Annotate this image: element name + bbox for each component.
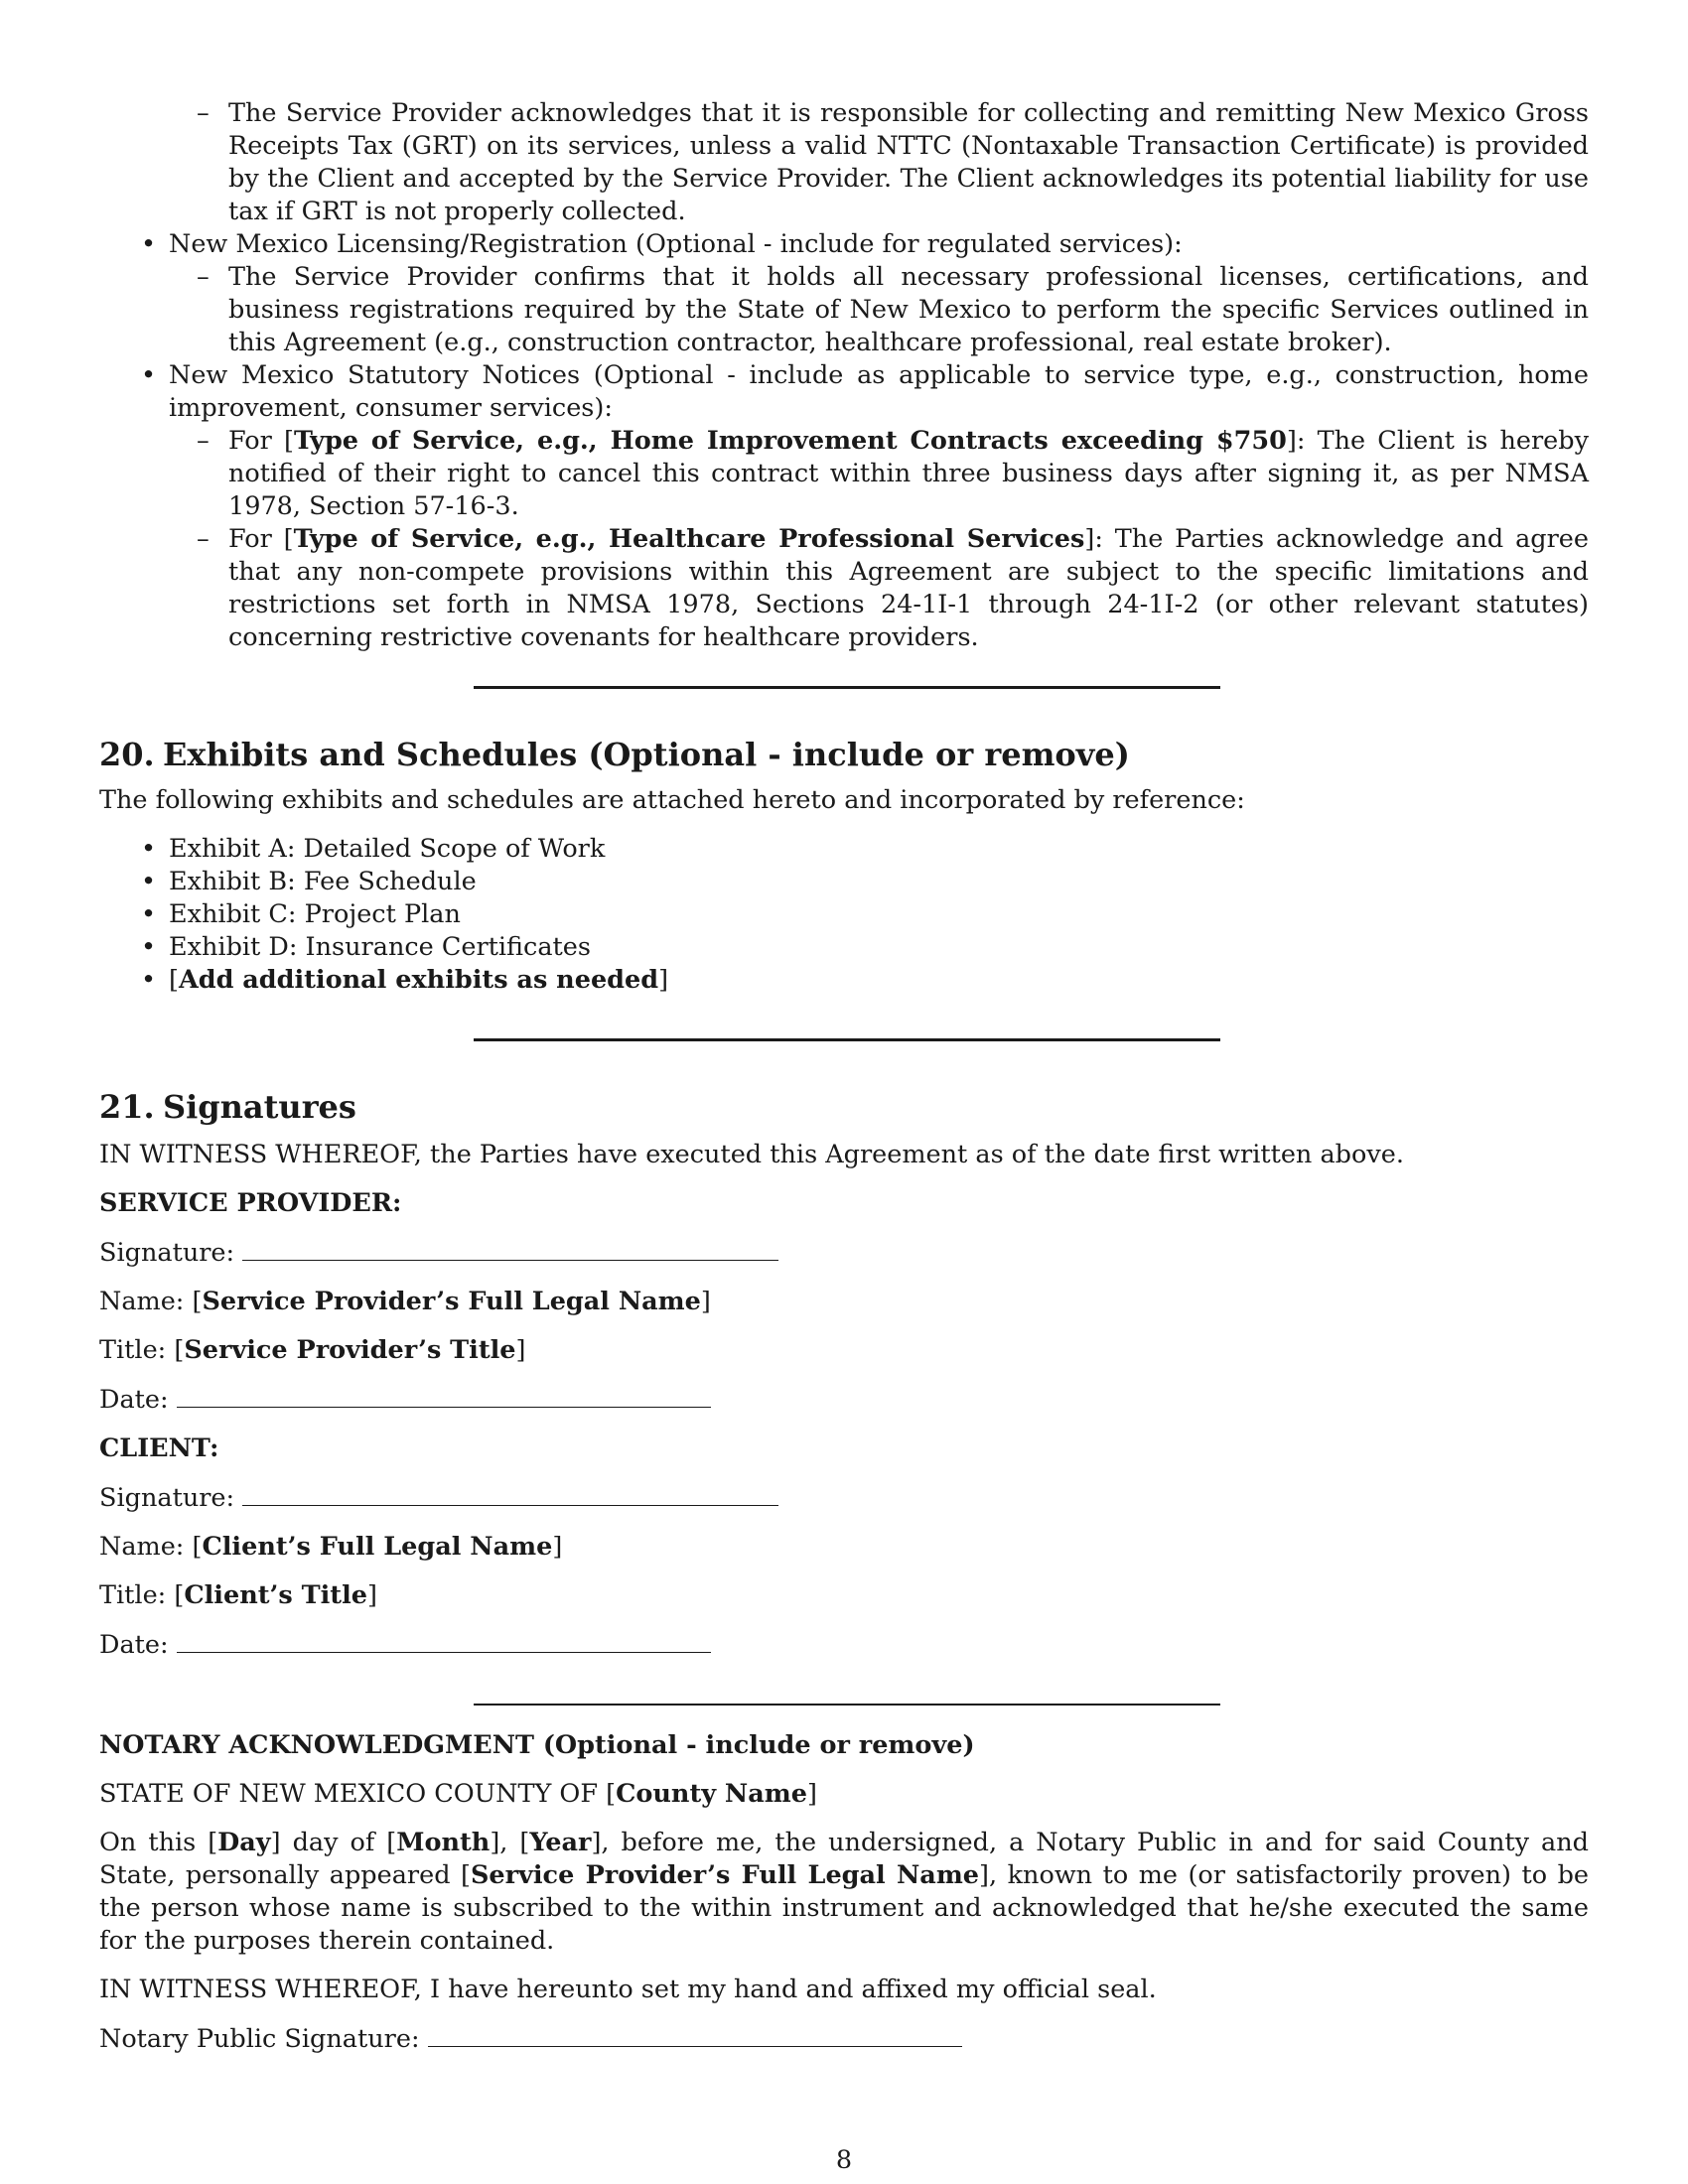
client-name-row: Name: [Client’s Full Legal Name] bbox=[99, 1532, 563, 1562]
exhibit-label-bold: Add additional exhibits as needed bbox=[178, 965, 659, 995]
exhibit-label: Exhibit B: Fee Schedule bbox=[169, 867, 477, 896]
section-divider bbox=[474, 686, 1220, 689]
dash-marker: – bbox=[197, 524, 210, 554]
county-placeholder: County Name bbox=[616, 1779, 807, 1809]
statutory-sub-bullet-1 bbox=[99, 425, 1589, 523]
notary-heading: NOTARY ACKNOWLEDGMENT (Optional - include or remove) bbox=[99, 1730, 975, 1760]
statutory-item-1: For [Type of Service, e.g., Home Improvement Contracts exceeding $750]: The Client is hereby notified of their right to cancel this contract within three business days after signing it, as per NMSA 1978, Section 57-16-3. bbox=[228, 426, 1589, 521]
section-number: 21. bbox=[99, 1088, 155, 1126]
exhibits-list bbox=[99, 833, 1589, 997]
client-title-row: Title: [Client’s Title] bbox=[99, 1580, 377, 1610]
exhibits-intro: The following exhibits and schedules are attached hereto and incorporated by reference: bbox=[99, 785, 1245, 815]
bullet-marker: • bbox=[141, 867, 157, 896]
state-text: STATE OF NEW MEXICO COUNTY OF [ bbox=[99, 1779, 617, 1809]
licensing-bullet bbox=[99, 228, 1589, 261]
name-label: Name: bbox=[99, 1287, 185, 1316]
exhibit-label: Exhibit D: Insurance Certificates bbox=[169, 932, 591, 962]
list-item bbox=[99, 898, 1589, 931]
notary-body: On this [Day] day of [Month], [Year], before me, the undersigned, a Notary Public in and for said County and State, personally appeared [Service Provider’s Full Legal Name], known to me (or satisfactorily proven) to be the person whose name is subscribed to the within instrument and acknowledged that he/she executed the same for the purposes therein contained. bbox=[99, 1828, 1589, 1956]
notary-signature-label: Notary Public Signature: bbox=[99, 2024, 420, 2054]
bullet-marker: • bbox=[141, 229, 157, 259]
licensing-text: The Service Provider confirms that it holds all necessary professional licenses, certifications, and business registrations required by the State of New Mexico to perform the specific Services outlined in this Agreement (e.g., construction contractor, healthcare professional, real estate broker). bbox=[228, 262, 1589, 357]
statutory-item-2: For [Type of Service, e.g., Healthcare Professional Services]: The Parties acknowledge and agree that any non-compete provisions within this Agreement are subject to the specific limitations and restrictions set forth in NMSA 1978, Sections 24-1I-1 through 24-1I-2 (or other relevant statutes) concerning restrictive covenants for healthcare providers. bbox=[228, 524, 1589, 652]
section-title: Signatures bbox=[163, 1088, 356, 1126]
bullet-marker: • bbox=[141, 965, 157, 995]
client-heading: CLIENT: bbox=[99, 1433, 219, 1463]
dash-marker: – bbox=[197, 98, 210, 128]
exhibit-label: Exhibit A: Detailed Scope of Work bbox=[169, 834, 606, 864]
date-label: Date: bbox=[99, 1630, 169, 1660]
client-name-placeholder: Client’s Full Legal Name bbox=[202, 1532, 553, 1562]
section-20-heading bbox=[99, 735, 1589, 774]
licensing-sub-bullet bbox=[99, 261, 1589, 359]
signature-label: Signature: bbox=[99, 1483, 235, 1513]
name-label: Name: bbox=[99, 1532, 185, 1562]
exhibit-label: Exhibit C: Project Plan bbox=[169, 899, 461, 929]
provider-title-row: Title: [Service Provider’s Title] bbox=[99, 1335, 526, 1365]
section-title: Exhibits and Schedules (Optional - include or remove) bbox=[163, 736, 1130, 773]
signature-label: Signature: bbox=[99, 1238, 235, 1268]
provider-date-row bbox=[99, 1383, 1589, 1417]
statutory-sub-bullet-2 bbox=[99, 523, 1589, 654]
tax-text: The Service Provider acknowledges that it is responsible for collecting and remitting New Mexico Gross Receipts Tax (GRT) on its services, unless a valid NTTC (Nontaxable Transaction Certificate) is provided by the Client and accepted by the Service Provider. The Client acknowledges its potential liability for use tax if GRT is not properly collected. bbox=[228, 98, 1589, 226]
dash-marker: – bbox=[197, 262, 210, 292]
title-label: Title: bbox=[99, 1335, 167, 1365]
provider-signature-field[interactable] bbox=[242, 1236, 778, 1261]
bullet-marker: • bbox=[141, 899, 157, 929]
bullet-marker: • bbox=[141, 932, 157, 962]
provider-title-placeholder: Service Provider’s Title bbox=[184, 1335, 516, 1365]
client-title-placeholder: Client’s Title bbox=[184, 1580, 367, 1610]
section-21-heading bbox=[99, 1087, 1589, 1127]
client-signature-row bbox=[99, 1481, 1589, 1515]
signatures-witness: IN WITNESS WHEREOF, the Parties have executed this Agreement as of the date first written above. bbox=[99, 1140, 1404, 1169]
notary-signature-field[interactable] bbox=[428, 2022, 962, 2047]
list-item bbox=[99, 833, 1589, 866]
bullet-marker: • bbox=[141, 360, 157, 390]
tax-sub-bullet bbox=[99, 97, 1589, 228]
client-date-row bbox=[99, 1628, 1589, 1662]
statutory-bullet bbox=[99, 359, 1589, 425]
notary-state-county: STATE OF NEW MEXICO COUNTY OF [County Name] bbox=[99, 1779, 817, 1809]
provider-date-field[interactable] bbox=[177, 1383, 711, 1408]
section-number: 20. bbox=[99, 736, 155, 773]
client-date-field[interactable] bbox=[177, 1628, 711, 1653]
licensing-title: New Mexico Licensing/Registration (Optional - include for regulated services): bbox=[169, 229, 1183, 259]
list-item bbox=[99, 866, 1589, 898]
notary-signature-row bbox=[99, 2022, 1589, 2056]
notary-witness: IN WITNESS WHEREOF, I have hereunto set my hand and affixed my official seal. bbox=[99, 1975, 1157, 2004]
document-page bbox=[99, 97, 1589, 2056]
statutory-title: New Mexico Statutory Notices (Optional - include as applicable to service type, e.g., construction, home improvement, consumer services): bbox=[169, 360, 1589, 423]
list-item: • [Add additional exhibits as needed] bbox=[141, 965, 669, 995]
dash-marker: – bbox=[197, 426, 210, 456]
section-divider bbox=[474, 1038, 1220, 1041]
bullet-marker: • bbox=[141, 834, 157, 864]
provider-name-row: Name: [Service Provider’s Full Legal Name] bbox=[99, 1287, 711, 1316]
list-item bbox=[99, 931, 1589, 964]
provider-name-placeholder: Service Provider’s Full Legal Name bbox=[202, 1287, 701, 1316]
title-label: Title: bbox=[99, 1580, 167, 1610]
client-signature-field[interactable] bbox=[242, 1481, 778, 1506]
service-provider-heading: SERVICE PROVIDER: bbox=[99, 1188, 402, 1218]
page-number: 8 bbox=[835, 2145, 853, 2175]
date-label: Date: bbox=[99, 1385, 169, 1415]
provider-signature-row bbox=[99, 1236, 1589, 1270]
section-divider bbox=[474, 1704, 1220, 1706]
